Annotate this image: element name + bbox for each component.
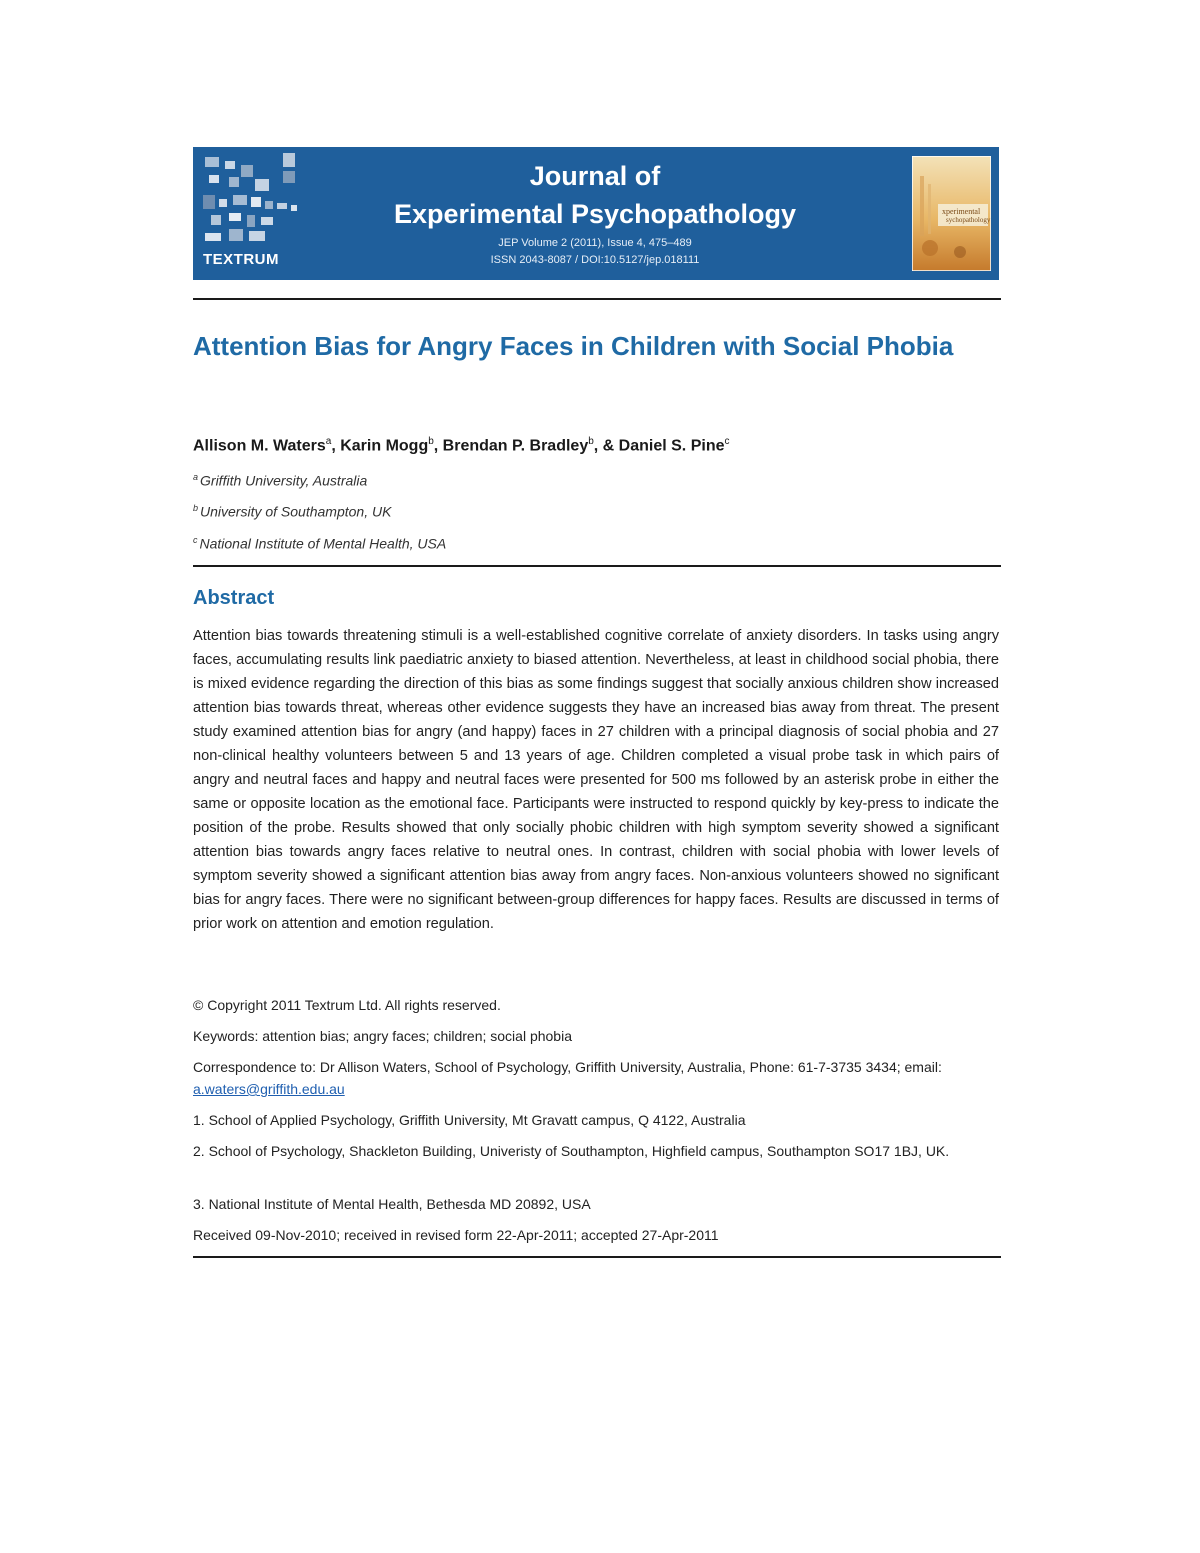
note-3: 3. National Institute of Mental Health, Bethesda MD 20892, USA	[193, 1196, 591, 1212]
article-title: Attention Bias for Angry Faces in Children with Social Phobia	[193, 331, 954, 361]
note-1: 1. School of Applied Psychology, Griffith University, Mt Gravatt campus, Q 4122, Australia	[193, 1112, 746, 1128]
keywords-line: Keywords: attention bias; angry faces; children; social phobia	[193, 1028, 572, 1044]
journal-title	[305, 157, 885, 233]
copyright-line: © Copyright 2011 Textrum Ltd. All rights reserved.	[193, 997, 501, 1013]
affiliation-a	[193, 472, 367, 489]
author-affil-mark: a	[325, 436, 332, 447]
abstract-heading: Abstract	[193, 587, 275, 609]
author-affil-mark: b	[588, 436, 594, 447]
affiliation-text: University of Southampton, UK	[200, 503, 392, 520]
volume-info: JEP Volume 2 (2011), Issue 4, 475–489	[498, 237, 692, 249]
abstract-body: Attention bias towards threatening stimuli is a well-established cognitive correlate of anxiety disorders. In tasks using angry faces, accumulating results link paediatric anxiety to biased attention. Nevertheless, at least in childhood social phobia, there is mixed evidence regarding the direction of this bias as some findings suggest that socially anxious children show increased attention bias towards threat, whereas other evidence suggests they have an increased bias away from threat. The present study examined attention bias for angry (and happy) faces in 27 children with a principal diagnosis of social phobia and 27 non-clinical healthy volunteers between 5 and 13 years of age. Children completed a visual probe task in which pairs of angry and neutral faces and happy and neutral faces were presented for 500 ms followed by an asterisk probe in either the same or opposite location as the emotional face. Participants were instructed to respond quickly by key-press to indicate the position of the probe. Results showed that only socially phobic children with high symptom severity showed a significant attention bias towards angry faces relative to neutral ones. In contrast, children with social phobia with lower levels of symptom severity showed a significant attention bias away from angry faces. Non-anxious volunteers showed no significant bias for angry faces. There were no significant between-group differences for happy faces. Results are discussed in terms of prior work on attention and emotion regulation.	[193, 628, 999, 932]
logo-text: TEXTRUM	[203, 251, 279, 268]
author-name: Allison M. Waters	[193, 437, 326, 455]
header-rule	[193, 298, 1001, 300]
author-list	[193, 436, 729, 455]
author-name: Karin Mogg	[340, 437, 429, 455]
journal-banner	[193, 147, 999, 280]
journal-title-line2: Experimental Psychopathology	[393, 199, 797, 229]
author-name: Brendan P. Bradley	[442, 437, 589, 455]
author-separator: ,	[433, 437, 443, 455]
affiliation-b	[193, 503, 391, 520]
correspondence-text: Correspondence to: Dr Allison Waters, School of Psychology, Griffith University, Australia, Phone: 61-7-3735 3434; email:	[193, 1059, 942, 1075]
email-link[interactable]: a.waters@griffith.edu.au	[193, 1081, 345, 1097]
received-dates: Received 09-Nov-2010; received in revised form 22-Apr-2011; accepted 27-Apr-2011	[193, 1227, 719, 1243]
issn-doi: ISSN 2043-8087 / DOI:10.5127/jep.018111	[490, 254, 700, 266]
svg-text:sychopathology: sychopathology	[946, 216, 991, 224]
affiliation-mark: c	[193, 535, 198, 545]
affiliation-text: Griffith University, Australia	[200, 472, 368, 489]
affiliation-mark: b	[193, 503, 199, 513]
affiliation-mark: a	[193, 472, 199, 482]
journal-meta	[305, 235, 885, 269]
author-name: Daniel S. Pine	[618, 437, 725, 455]
note-2: 2. School of Psychology, Shackleton Building, Univeristy of Southampton, Highfield campus, Southampton SO17 1BJ, UK.	[193, 1143, 950, 1159]
logo-mosaic-icon	[199, 151, 299, 247]
svg-text:xperimental: xperimental	[942, 207, 981, 216]
footer-rule	[193, 1256, 1001, 1258]
textrum-logo	[193, 147, 305, 280]
correspondence-line	[193, 1056, 999, 1100]
author-separator: , &	[593, 437, 619, 455]
affiliation-rule	[193, 565, 1001, 567]
journal-cover-icon	[912, 156, 991, 271]
author-affil-mark: b	[428, 436, 434, 447]
author-affil-mark: c	[724, 436, 730, 447]
affiliation-text: National Institute of Mental Health, USA	[199, 535, 447, 552]
journal-title-line1: Journal of	[529, 161, 661, 191]
author-separator: ,	[331, 437, 341, 455]
affiliation-c	[193, 535, 446, 552]
